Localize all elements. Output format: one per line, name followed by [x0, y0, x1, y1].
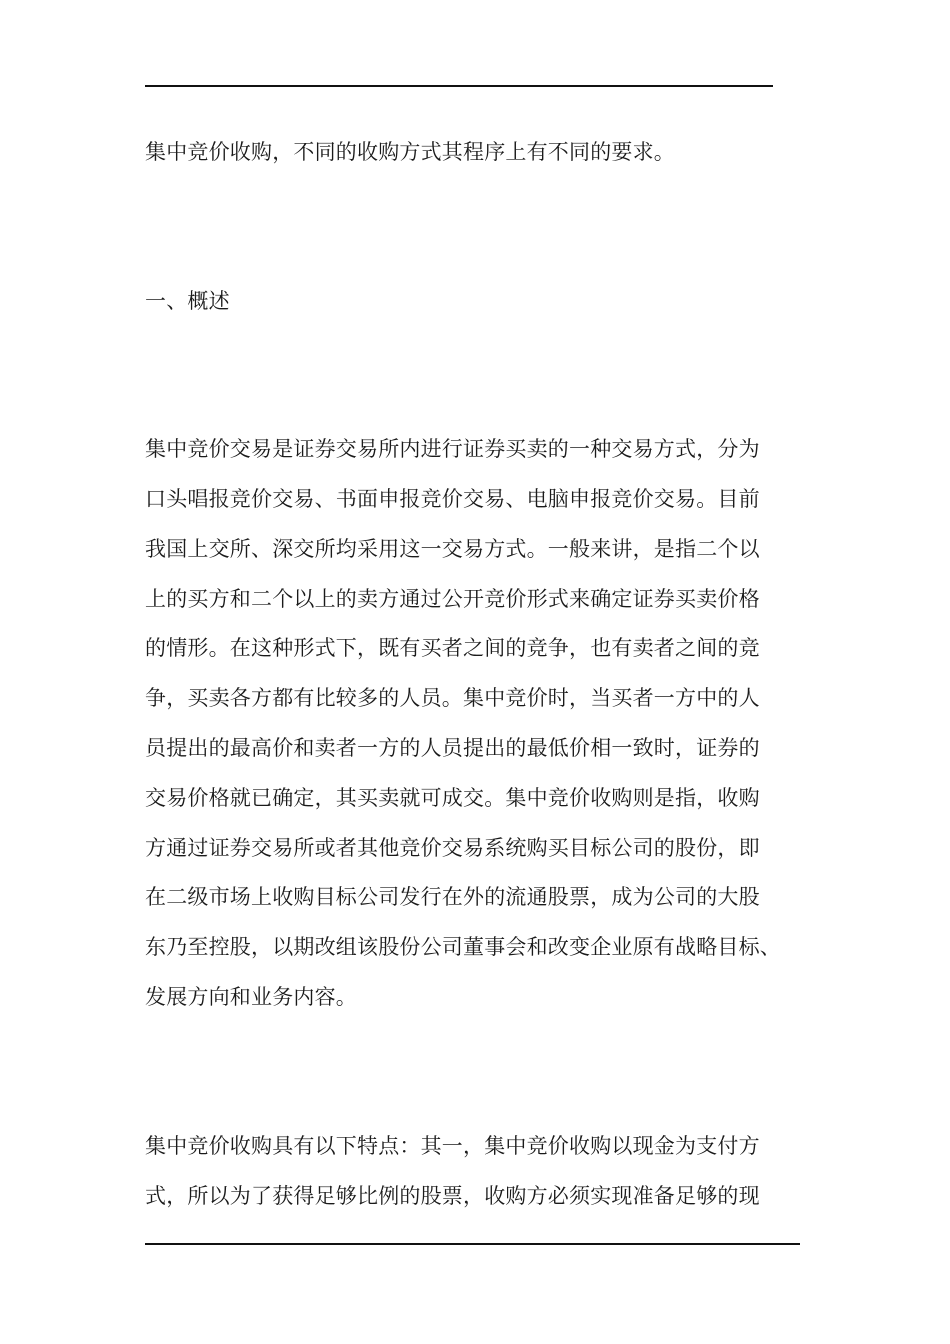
paragraph-line: 上的买方和二个以上的卖方通过公开竞价形式来确定证券买卖价格: [145, 587, 760, 611]
footer-rule: [145, 1243, 800, 1245]
paragraph-line: 我国上交所、深交所均采用这一交易方式。一般来讲，是指二个以: [145, 537, 760, 561]
section-heading: 一、概述: [145, 289, 230, 313]
paragraph-line: 口头唱报竞价交易、书面申报竞价交易、电脑申报竞价交易。目前: [145, 487, 760, 511]
paragraph-line: 在二级市场上收购目标公司发行在外的流通股票，成为公司的大股: [145, 885, 760, 909]
paragraph-line: 集中竞价交易是证券交易所内进行证券买卖的一种交易方式，分为: [145, 437, 760, 461]
paragraph-line: 争，买卖各方都有比较多的人员。集中竞价时，当买者一方中的人: [145, 686, 760, 710]
paragraph-line: 员提出的最高价和卖者一方的人员提出的最低价相一致时，证券的: [145, 736, 760, 760]
paragraph-line: 发展方向和业务内容。: [145, 985, 357, 1009]
paragraph-line: 东乃至控股，以期改组该股份公司董事会和改变企业原有战略目标、: [145, 935, 781, 959]
paragraph-line: 方通过证券交易所或者其他竞价交易系统购买目标公司的股份，即: [145, 836, 760, 860]
paragraph-line: 交易价格就已确定，其买卖就可成交。集中竞价收购则是指，收购: [145, 786, 760, 810]
intro-line: 集中竞价收购，不同的收购方式其程序上有不同的要求。: [145, 140, 675, 164]
header-rule: [145, 85, 773, 87]
paragraph-line: 集中竞价收购具有以下特点：其一，集中竞价收购以现金为支付方: [145, 1134, 760, 1158]
paragraph-line: 式，所以为了获得足够比例的股票，收购方必须实现准备足够的现: [145, 1184, 760, 1208]
paragraph-line: 的情形。在这种形式下，既有买者之间的竞争，也有卖者之间的竞: [145, 636, 760, 660]
